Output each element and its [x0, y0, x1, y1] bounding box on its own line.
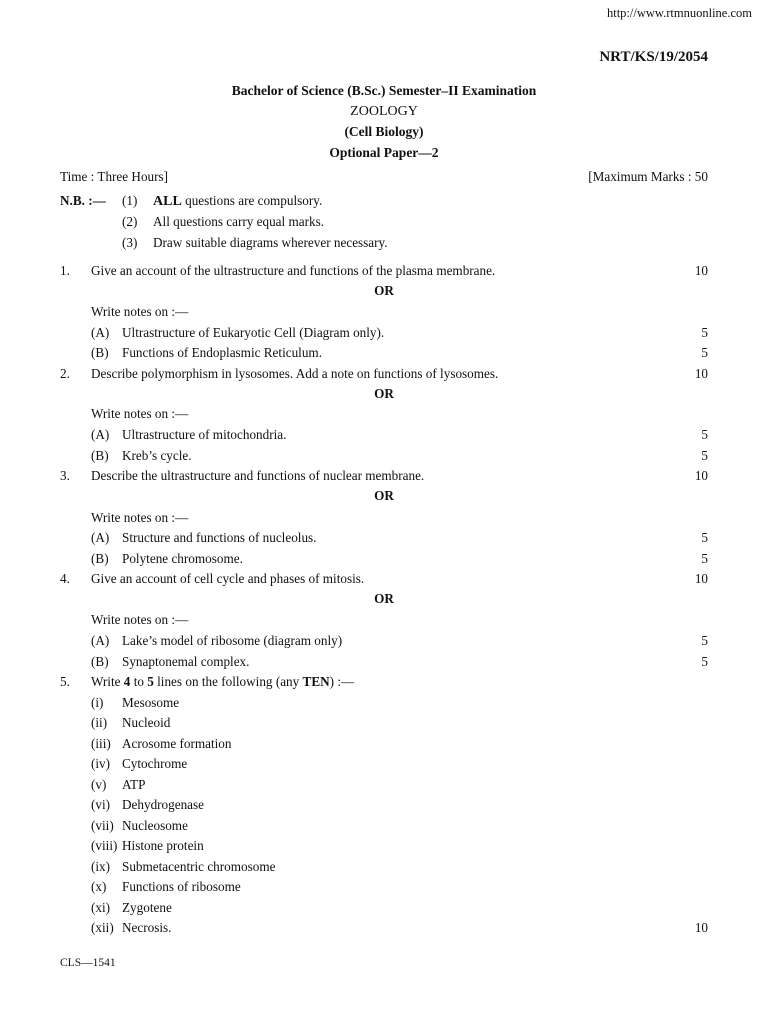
short-note-label: (iii)	[91, 736, 111, 751]
nb-item-text: Draw suitable diagrams wherever necessary.	[153, 235, 388, 250]
nb-emphasis: ALL	[153, 194, 182, 209]
or-divider: OR	[374, 591, 394, 606]
q5-bold-part: 5	[147, 674, 154, 689]
short-note-text: Nucleosome	[122, 818, 188, 833]
short-note-label: (xi)	[91, 900, 111, 915]
nb-item-text: All questions carry equal marks.	[153, 214, 325, 229]
short-note-text: Cytochrome	[122, 756, 188, 771]
q5-text-part: Write	[91, 674, 124, 689]
sub-question-marks: 5	[701, 551, 708, 566]
write-notes-label: Write notes on :—	[91, 406, 189, 421]
question-marks: 10	[694, 263, 708, 278]
sub-question-label: (A)	[91, 427, 110, 442]
sub-question-marks: 5	[701, 325, 708, 340]
question-marks: 10	[694, 571, 708, 586]
short-note-text: Zygotene	[122, 900, 172, 915]
short-note-label: (i)	[91, 695, 104, 710]
paper-subtitle: (Cell Biology)	[344, 124, 424, 139]
sub-question-marks: 5	[701, 633, 708, 648]
short-note-text: Submetacentric chromosome	[122, 859, 276, 874]
question-number: 5.	[60, 674, 70, 689]
write-notes-label: Write notes on :—	[91, 612, 189, 627]
question-marks: 10	[694, 366, 708, 381]
paper-code: NRT/KS/19/2054	[599, 49, 708, 65]
sub-question-text: Kreb’s cycle.	[122, 448, 192, 463]
nb-item-rest: questions are compulsory.	[181, 193, 323, 208]
short-note-text: Histone protein	[122, 838, 204, 853]
sub-question-text: Functions of Endoplasmic Reticulum.	[122, 345, 322, 360]
sub-question-label: (B)	[91, 345, 109, 360]
write-notes-label: Write notes on :—	[91, 510, 189, 525]
sub-question-marks: 5	[701, 427, 708, 442]
sub-question-label: (A)	[91, 325, 110, 340]
question-number: 3.	[60, 468, 70, 483]
q5-text-part: lines on the following (any	[153, 674, 303, 689]
short-note-text: ATP	[122, 777, 146, 792]
sub-question-label: (A)	[91, 530, 110, 545]
short-note-label: (xii)	[91, 920, 114, 935]
sub-question-label: (B)	[91, 551, 109, 566]
short-note-label: (ix)	[91, 859, 111, 874]
nb-label: N.B. :—	[60, 193, 106, 208]
or-divider: OR	[374, 283, 394, 298]
nb-item-number: (1)	[122, 193, 138, 208]
sub-question-marks: 5	[701, 345, 708, 360]
write-notes-label: Write notes on :—	[91, 304, 189, 319]
question-marks: 10	[694, 920, 708, 935]
short-note-text: Acrosome formation	[122, 736, 232, 751]
sub-question-text: Ultrastructure of Eukaryotic Cell (Diagram only).	[122, 325, 385, 340]
question-marks: 10	[694, 468, 708, 483]
question-text: Describe polymorphism in lysosomes. Add a note on functions of lysosomes.	[91, 366, 499, 381]
q5-text-part: to	[130, 674, 148, 689]
sub-question-marks: 5	[701, 654, 708, 669]
sub-question-text: Synaptonemal complex.	[122, 654, 250, 669]
short-note-label: (v)	[91, 777, 107, 792]
sub-question-text: Polytene chromosome.	[122, 551, 243, 566]
sub-question-label: (A)	[91, 633, 110, 648]
footer-code: CLS—1541	[60, 957, 116, 969]
paper-name: Optional Paper—2	[329, 145, 439, 160]
time-allowed: Time : Three Hours]	[60, 169, 169, 184]
question-text: Give an account of the ultrastructure and functions of the plasma membrane.	[91, 263, 496, 278]
question-text: Describe the ultrastructure and functions of nuclear membrane.	[91, 468, 425, 483]
short-note-text: Dehydrogenase	[122, 797, 205, 812]
short-note-label: (viii)	[91, 838, 118, 853]
sub-question-marks: 5	[701, 530, 708, 545]
question-text: Give an account of cell cycle and phases of mitosis.	[91, 571, 365, 586]
short-note-label: (vi)	[91, 797, 111, 812]
short-note-text: Mesosome	[122, 695, 180, 710]
short-note-label: (ii)	[91, 715, 108, 730]
or-divider: OR	[374, 488, 394, 503]
short-note-text: Nucleoid	[122, 715, 171, 730]
sub-question-label: (B)	[91, 654, 109, 669]
short-note-label: (x)	[91, 879, 107, 894]
sub-question-marks: 5	[701, 448, 708, 463]
question-number: 2.	[60, 366, 70, 381]
question-number: 4.	[60, 571, 70, 586]
q5-bold-part: TEN	[302, 674, 330, 689]
q5-bold-part: 4	[123, 674, 131, 689]
nb-item-text	[153, 193, 322, 210]
sub-question-text: Structure and functions of nucleolus.	[122, 530, 317, 545]
nb-item-number: (3)	[122, 235, 138, 250]
or-divider: OR	[374, 386, 394, 401]
nb-item-number: (2)	[122, 214, 138, 229]
source-url: http://www.rtmnuonline.com	[606, 6, 752, 20]
exam-title: Bachelor of Science (B.Sc.) Semester–II Examination	[231, 83, 537, 98]
question-number: 1.	[60, 263, 70, 278]
short-note-text: Functions of ribosome	[122, 879, 241, 894]
subject-title: ZOOLOGY	[350, 104, 418, 119]
sub-question-label: (B)	[91, 448, 109, 463]
sub-question-text: Ultrastructure of mitochondria.	[122, 427, 287, 442]
short-note-label: (iv)	[91, 756, 111, 771]
sub-question-text: Lake’s model of ribosome (diagram only)	[122, 633, 343, 648]
question-text	[91, 674, 354, 690]
short-note-label: (vii)	[91, 818, 114, 833]
maximum-marks: [Maximum Marks : 50	[588, 169, 708, 184]
q5-text-part: ) :—	[329, 674, 355, 689]
short-note-text: Necrosis.	[122, 920, 172, 935]
